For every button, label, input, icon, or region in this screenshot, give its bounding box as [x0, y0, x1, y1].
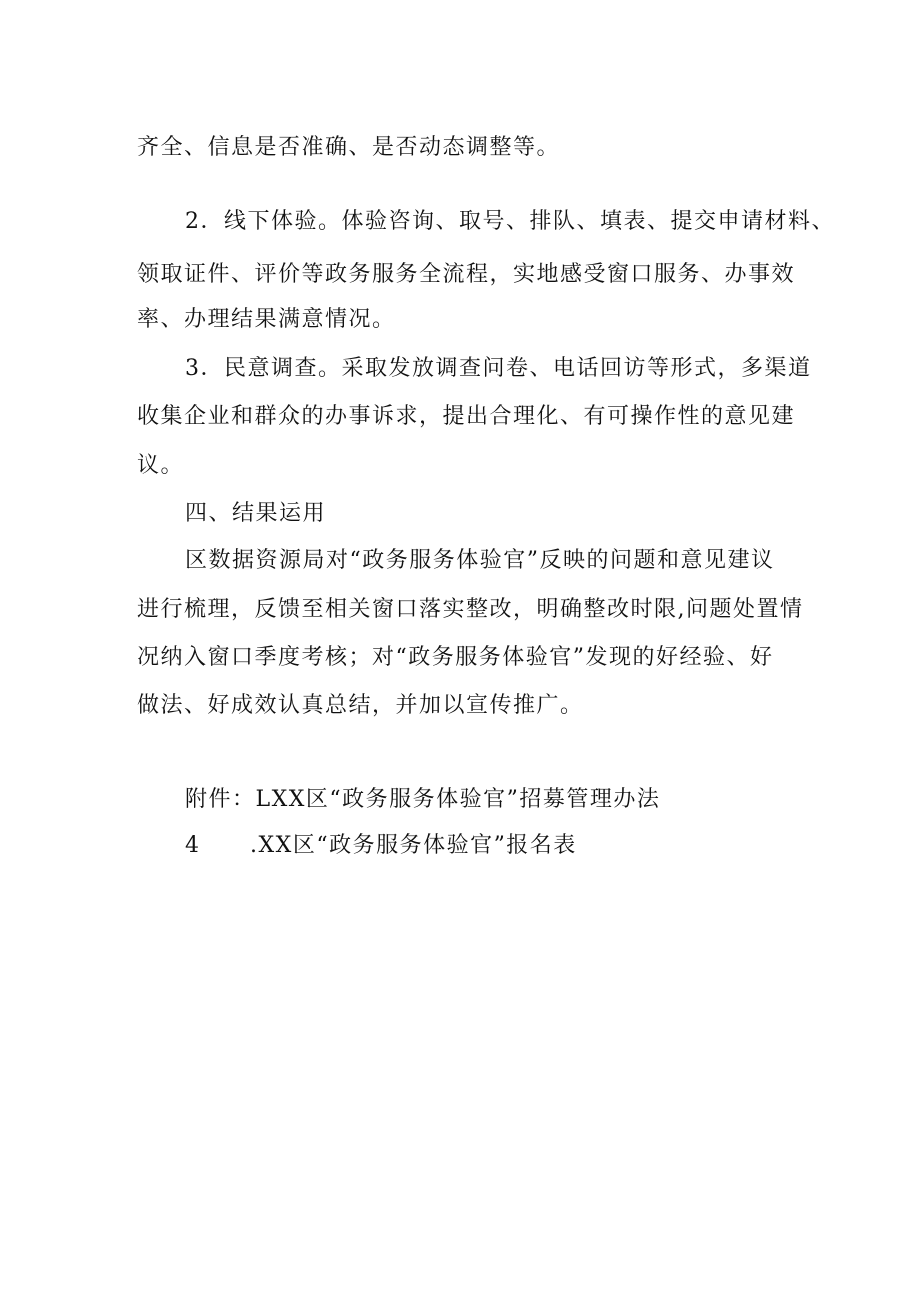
paragraph-line: 率、办理结果满意情况。 — [137, 307, 396, 332]
paragraph-line: 收集企业和群众的办事诉求，提出合理化、有可操作性的意见建 — [137, 404, 796, 429]
paragraph-line: 领取证件、评价等政务服务全流程，实地感受窗口服务、办事效 — [137, 262, 796, 287]
paragraph-line: 况纳入窗口季度考核；对“政务服务体验官”发现的好经验、好 — [137, 645, 774, 670]
paragraph-line: 2．线下体验。体验咨询、取号、排队、填表、提交申请材料、 — [185, 209, 835, 234]
paragraph-line: 3．民意调查。采取发放调查问卷、电话回访等形式，多渠道 — [185, 356, 812, 381]
paragraph-line: 进行梳理，反馈至相关窗口落实整改，明确整改时限,问题处置情 — [137, 597, 804, 622]
attachment-line: .XX区“政务服务体验官”报名表 — [250, 833, 577, 858]
paragraph-line: 议。 — [137, 453, 185, 478]
paragraph-line: 齐全、信息是否准确、是否动态调整等。 — [137, 135, 561, 160]
section-heading: 四、结果运用 — [185, 501, 327, 526]
attachment-number: 4 — [185, 833, 201, 858]
paragraph-line: 区数据资源局对“政务服务体验官”反映的问题和意见建议 — [185, 548, 775, 573]
attachment-line: 附件：LXX区“政务服务体验官”招募管理办法 — [185, 787, 661, 812]
paragraph-line: 做法、好成效认真总结，并加以宣传推广。 — [137, 693, 584, 718]
